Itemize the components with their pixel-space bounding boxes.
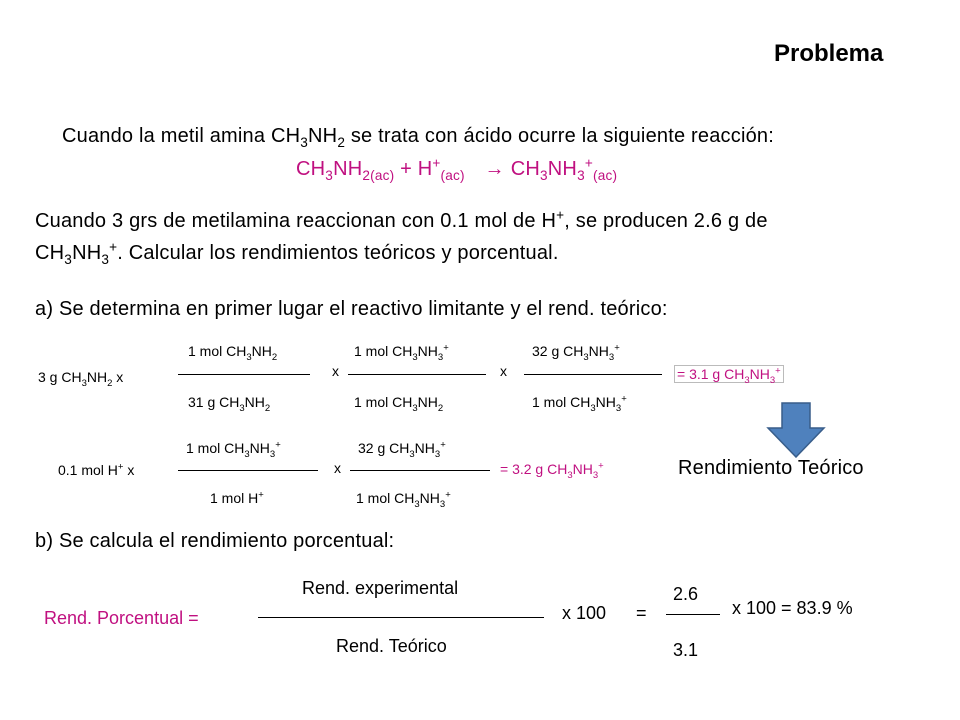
part-b-heading: b) Se calcula el rendimiento porcentual: bbox=[35, 530, 395, 552]
reactant-1-b: NH bbox=[333, 158, 363, 180]
t: 3 bbox=[592, 469, 599, 481]
statement-l2-sup: + bbox=[109, 239, 118, 255]
calc1-x1: x bbox=[332, 363, 339, 379]
statement-l1-b: , se producen 2.6 g de bbox=[564, 210, 768, 232]
calc1-f3-den bbox=[532, 393, 627, 414]
page-title: Problema bbox=[774, 40, 884, 67]
calc1-x2: x bbox=[500, 363, 507, 379]
product-sub2: 3 bbox=[577, 168, 585, 183]
t: 3 bbox=[434, 448, 441, 460]
t: 3 bbox=[409, 448, 415, 460]
intro-text-b: NH bbox=[308, 125, 338, 147]
calc1-result bbox=[674, 365, 784, 386]
t: + bbox=[445, 489, 451, 501]
t: 3 bbox=[744, 374, 750, 386]
calc2-f1-bar bbox=[178, 470, 318, 471]
statement-l1-a bbox=[35, 207, 768, 233]
calc2-f2-bar bbox=[350, 470, 490, 471]
calc1-f2-num bbox=[354, 342, 449, 363]
calc1-f2-den bbox=[354, 394, 444, 414]
t: 3 bbox=[590, 402, 596, 414]
reactant-2-charge: + bbox=[432, 155, 441, 171]
calc2-lead bbox=[58, 462, 134, 478]
t: NH bbox=[572, 461, 593, 477]
percent-label: Rend. Porcentual = bbox=[44, 608, 199, 628]
t: 32 g CH bbox=[532, 343, 584, 359]
t: 2 bbox=[437, 402, 444, 414]
t: 3 bbox=[583, 351, 589, 363]
t: + bbox=[275, 439, 281, 451]
statement-l1-text: Cuando 3 grs de metilamina reaccionan con 0.1 mol de H bbox=[35, 210, 557, 232]
product-sub1: 3 bbox=[540, 168, 548, 183]
calc1-f2-bar bbox=[348, 374, 486, 375]
intro-sub2: 2 bbox=[337, 135, 346, 150]
calc1-lead-s: 3 bbox=[81, 377, 87, 389]
calc2-x1: x bbox=[334, 460, 341, 476]
t: 1 mol CH bbox=[356, 490, 415, 506]
t: = 3.1 g CH bbox=[677, 366, 745, 382]
calc2-f1-num bbox=[186, 439, 281, 460]
t: NH bbox=[595, 394, 616, 410]
t: 3 bbox=[244, 448, 250, 460]
t: = 3.2 g CH bbox=[500, 461, 568, 477]
calc1-lead-s2: 2 bbox=[107, 377, 113, 389]
product: CH bbox=[510, 158, 541, 180]
t: 3 bbox=[567, 469, 573, 481]
percent-n: 2.6 bbox=[673, 584, 699, 604]
reactant-2: + H bbox=[394, 158, 433, 180]
percent-eq: = bbox=[636, 603, 647, 623]
t: 0.1 mol H bbox=[58, 462, 118, 478]
calc2-f1-den bbox=[210, 490, 264, 506]
reaction-arrow-icon: → bbox=[484, 158, 505, 180]
reactant-2-state: (ac) bbox=[440, 168, 465, 183]
t: 1 mol CH bbox=[354, 343, 413, 359]
statement-l2-b: NH bbox=[72, 242, 102, 264]
t: 3 bbox=[414, 498, 420, 510]
t: NH bbox=[417, 394, 438, 410]
part-a-heading: a) Se determina en primer lugar el reactivo limitante y el rend. teórico: bbox=[35, 298, 668, 320]
calc1-f3-bar bbox=[524, 374, 662, 375]
t: 2 bbox=[271, 351, 278, 363]
t: 1 mol H bbox=[210, 490, 259, 506]
t: 3 bbox=[615, 402, 622, 414]
t: 3 bbox=[269, 448, 276, 460]
statement-line-2 bbox=[35, 239, 559, 267]
t: + bbox=[117, 461, 124, 473]
t: x bbox=[123, 462, 135, 478]
calc1-lead bbox=[38, 369, 124, 389]
product-charge: + bbox=[584, 155, 593, 171]
percent-bar bbox=[258, 617, 544, 618]
reactant-1: CH bbox=[296, 158, 326, 180]
intro-text-c: se trata con ácido ocurre la siguiente reacción: bbox=[345, 125, 774, 147]
t: NH bbox=[249, 440, 270, 456]
t: + bbox=[614, 342, 620, 354]
t: 1 mol CH bbox=[532, 394, 591, 410]
t: 3 bbox=[437, 351, 444, 363]
t: 2 bbox=[264, 402, 271, 414]
down-arrow-icon bbox=[766, 402, 826, 458]
statement-l1-sup: + bbox=[556, 207, 565, 223]
calc1-f1-den bbox=[188, 394, 271, 414]
t: 1 mol CH bbox=[188, 343, 247, 359]
statement-l2-a: CH bbox=[35, 242, 65, 264]
calc1-f1-num bbox=[188, 343, 278, 363]
percent-x100: x 100 bbox=[562, 603, 607, 623]
t: NH bbox=[251, 343, 272, 359]
statement-line-1 bbox=[35, 207, 920, 233]
t: 3 bbox=[412, 402, 418, 414]
t: NH bbox=[417, 343, 438, 359]
product-state: (ac) bbox=[592, 168, 618, 183]
t: 31 g CH bbox=[188, 394, 240, 410]
t: + bbox=[440, 439, 446, 451]
t: NH bbox=[749, 366, 770, 382]
percent-bar2 bbox=[666, 614, 720, 615]
percent-den: Rend. Teórico bbox=[336, 636, 447, 656]
calc2-f2-den bbox=[356, 489, 451, 510]
t: 3 bbox=[439, 498, 446, 510]
t: 3 bbox=[246, 351, 252, 363]
t: 3 bbox=[412, 351, 418, 363]
t: 3 bbox=[239, 402, 245, 414]
reaction-equation bbox=[296, 155, 618, 183]
calc1-lead-a: 3 g CH bbox=[38, 369, 82, 385]
product-b: NH bbox=[547, 158, 578, 180]
t: + bbox=[598, 460, 604, 472]
rendimiento-teorico-label: Rendimiento Teórico bbox=[678, 457, 864, 479]
calc1-f3-num bbox=[532, 342, 620, 363]
t: 3 bbox=[769, 374, 776, 386]
t: + bbox=[775, 365, 781, 377]
t: NH bbox=[414, 440, 435, 456]
intro-sub1: 3 bbox=[300, 135, 309, 150]
t: + bbox=[443, 342, 449, 354]
statement-l2-s2: 3 bbox=[101, 252, 110, 267]
t: NH bbox=[244, 394, 265, 410]
reactant-1-sub: 3 bbox=[325, 168, 334, 183]
calc1-f1-bar bbox=[178, 374, 310, 375]
percent-num: Rend. experimental bbox=[302, 578, 459, 598]
t: 32 g CH bbox=[358, 440, 410, 456]
t: 1 mol CH bbox=[354, 394, 413, 410]
t: NH bbox=[419, 490, 440, 506]
calc2-result bbox=[500, 460, 604, 481]
statement-l2-c: . Calcular los rendimientos teóricos y porcentual. bbox=[117, 242, 559, 264]
intro-text-a: Cuando la metil amina CH bbox=[62, 125, 301, 147]
percent-d: 3.1 bbox=[673, 640, 699, 660]
reactant-1-state: 2(ac) bbox=[362, 168, 395, 183]
percent-result: x 100 = 83.9 % bbox=[732, 598, 853, 618]
calc2-f2-num bbox=[358, 439, 446, 460]
t: NH bbox=[588, 343, 609, 359]
t: 1 mol CH bbox=[186, 440, 245, 456]
calc1-lead-b: NH bbox=[86, 369, 108, 385]
statement-l2-s1: 3 bbox=[64, 252, 73, 267]
t: + bbox=[258, 489, 264, 501]
calc1-lead-x: x bbox=[112, 369, 124, 385]
t: 3 bbox=[608, 351, 615, 363]
t: + bbox=[621, 393, 627, 405]
intro-line bbox=[62, 125, 774, 148]
